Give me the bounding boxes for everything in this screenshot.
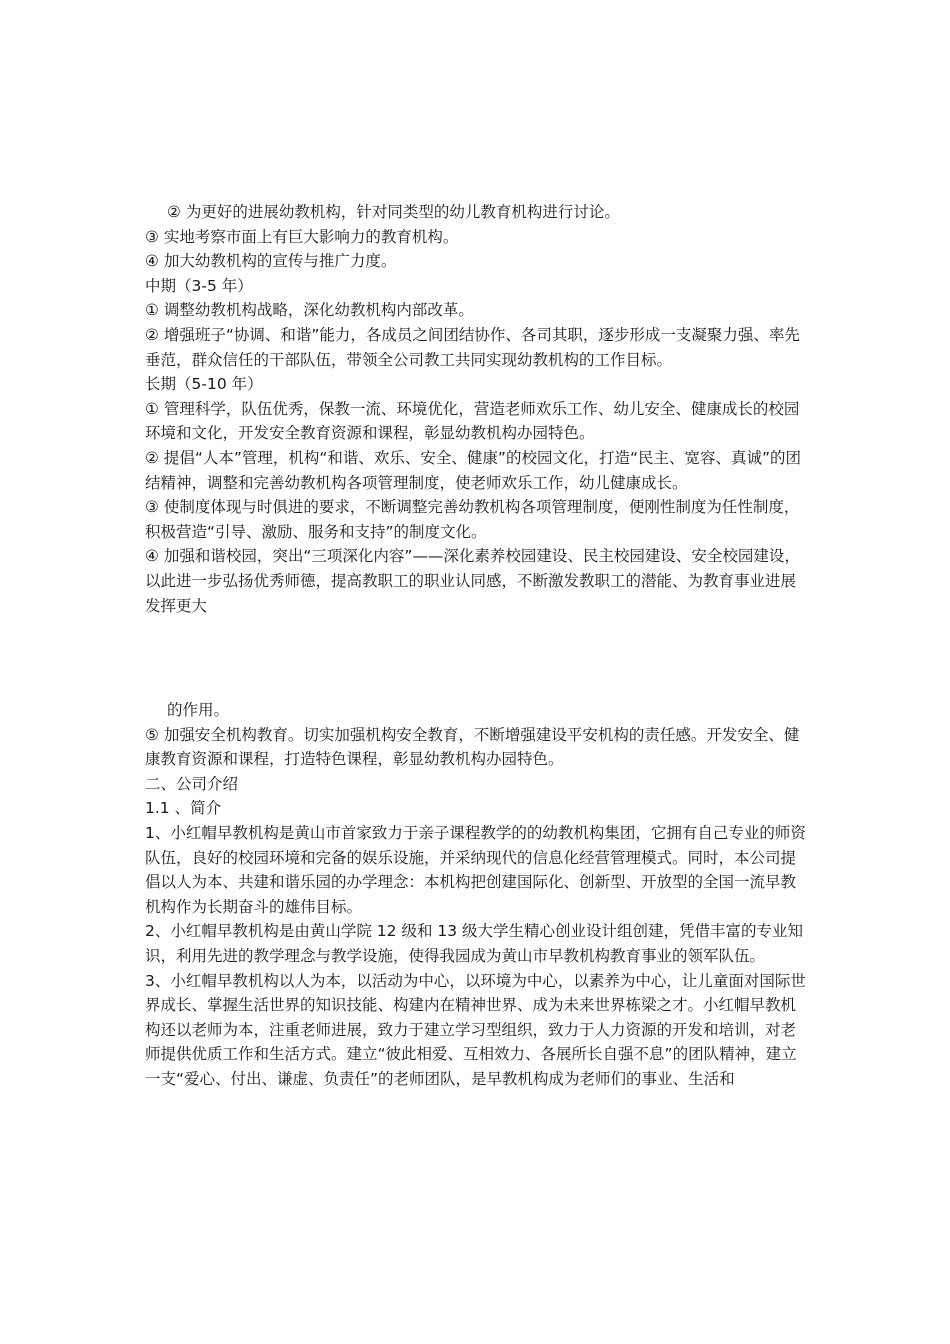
- page-top-text: [145, 200, 810, 618]
- paragraph: ④ 加大幼教机构的宣传与推广力度。: [145, 252, 397, 271]
- paragraph: 2、小红帽早教机构是由黄山学院 12 级和 13 级大学生精心创业设计组创建，凭借丰富的专业知识，利用先进的教学理念与教学设施，使得我园成为黄山市早教机构教育事业的领军队伍。: [145, 922, 804, 965]
- section-heading: 中期（3-5 年）: [145, 276, 253, 295]
- paragraph: ③ 使制度体现与时俱进的要求，不断调整完善幼教机构各项管理制度，便刚性制度为任性制度，积极营造“引导、激励、服务和支持”的制度文化。: [145, 498, 800, 541]
- paragraph: ② 提倡“人本”管理，机构“和谐、欢乐、安全、健康”的校园文化，打造“民主、宽容、真诚”的团结精神，调整和完善幼教机构各项管理制度，使老师欢乐工作，幼儿健康成长。: [145, 448, 802, 492]
- section-heading: 长期（5-10 年）: [145, 375, 263, 394]
- paragraph: 1、小红帽早教机构是黄山市首家致力于亲子课程教学的的幼教机构集团，它拥有自己专业的师资队伍，良好的校园环境和完备的娱乐设施，并采纳现代的信息化经营管理模式。同时，本公司提倡以人为本、共建和谐乐园的办学理念：本机构把创建国际化、创新型、开放型的全国一流早教机构作为长期奋斗的雄伟目标。: [145, 823, 806, 916]
- page-bottom-text: [145, 698, 810, 1092]
- paragraph: ② 增强班子“协调、和谐”能力，各成员之间团结协作、各司其职，逐步形成一支凝聚力强、率先垂范，群众信任的干部队伍，带领全公司教工共同实现幼教机构的工作目标。: [145, 325, 800, 369]
- subsection-heading: 1.1 、简介: [145, 799, 222, 818]
- paragraph: ② 为更好的进展幼教机构，针对同类型的幼儿教育机构进行讨论。: [167, 203, 620, 221]
- paragraph: ③ 实地考察市面上有巨大影响力的教育机构。: [145, 227, 459, 246]
- paragraph: ④ 加强和谐校园，突出“三项深化内容”——深化素养校园建设、民主校园建设、安全校园建设，以此进一步弘扬优秀师德，提高教职工的职业认同感，不断激发教职工的潜能、为教育事业进展发挥更大: [145, 547, 800, 615]
- section-heading: 二、公司介绍: [145, 774, 239, 793]
- paragraph: ① 调整幼教机构战略，深化幼教机构内部改革。: [145, 301, 474, 320]
- paragraph: 的作用。: [167, 701, 230, 719]
- paragraph: 3、小红帽早教机构以人为本，以活动为中心，以环境为中心，以素养为中心，让儿童面对国际世界成长、掌握生活世界的知识技能、构建内在精神世界、成为未来世界栋梁之才。小红帽早教机构还以老师为本，注重老师进展，致力于建立学习型组织，致力于人力资源的开发和培训，对老师提供优质工作和生活方式。建立“彼此相爱、互相效力、各展所长自强不息”的团队精神，建立一支“爱心、付出、谦虚、负责任”的老师团队，是早教机构成为老师们的事业、生活和: [145, 971, 806, 1088]
- paragraph: ① 管理科学，队伍优秀，保教一流、环境优化，营造老师欢乐工作、幼儿安全、健康成长的校园环境和文化，开发安全教育资源和课程，彰显幼教机构办园特色。: [145, 399, 800, 443]
- paragraph: ⑤ 加强安全机构教育。切实加强机构安全教育，不断增强建设平安机构的责任感。开发安全、健康教育资源和课程，打造特色课程，彰显幼教机构办园特色。: [145, 725, 800, 769]
